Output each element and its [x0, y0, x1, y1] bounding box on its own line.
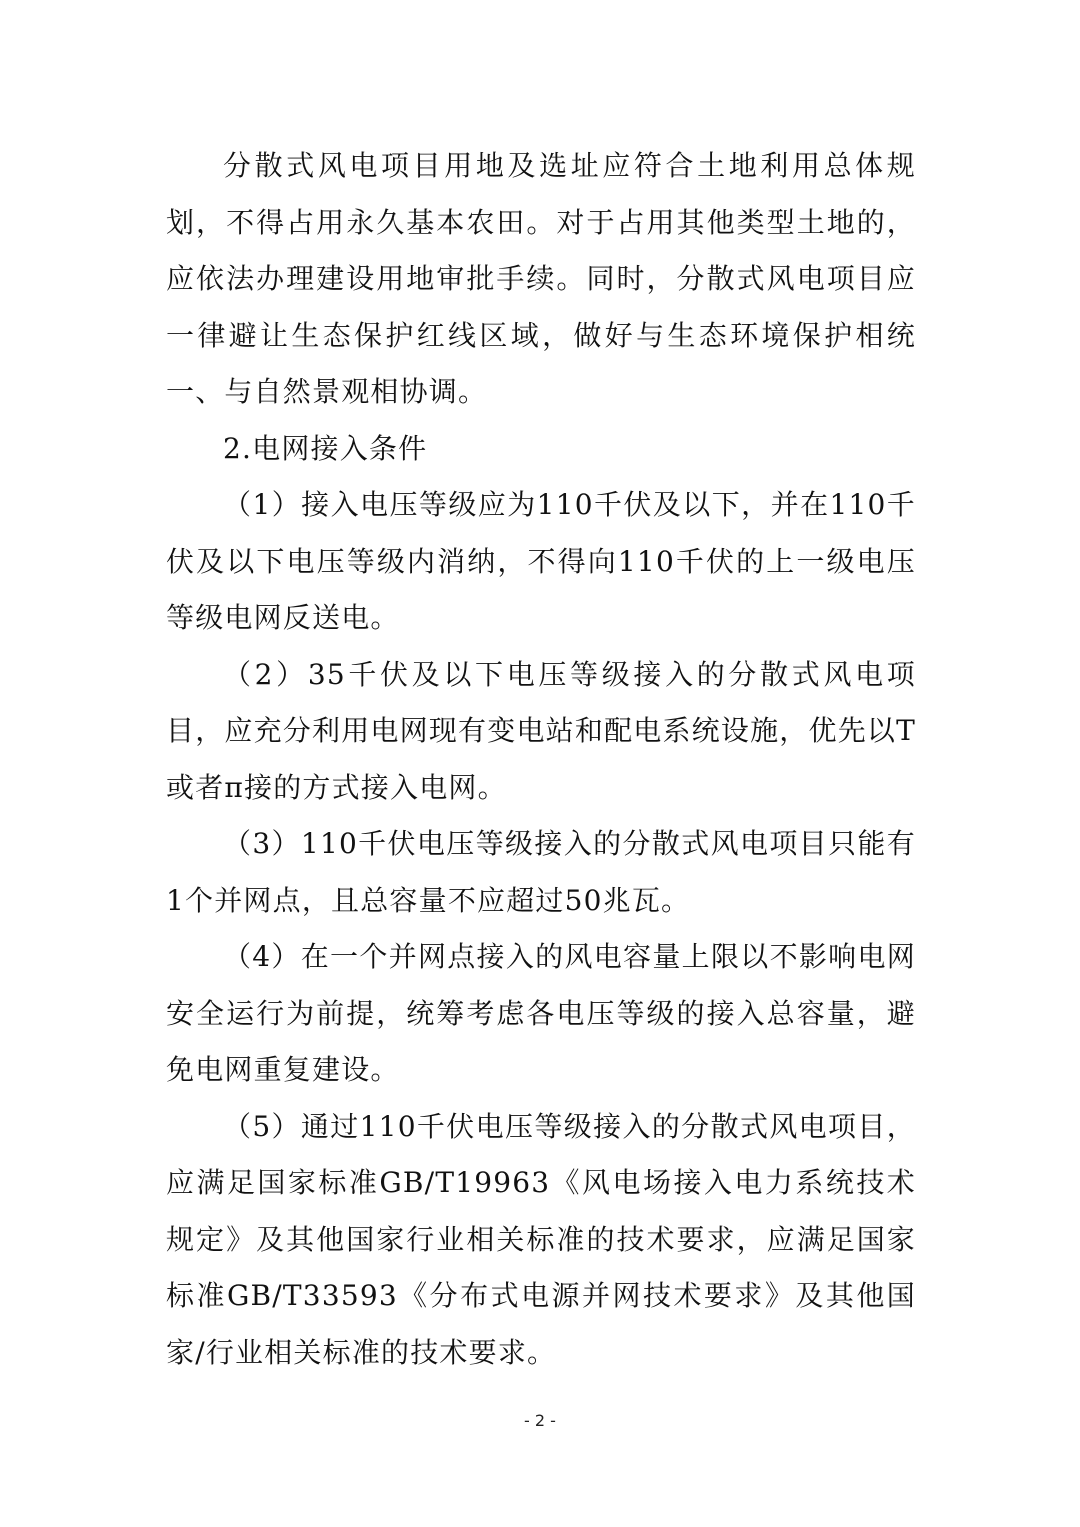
page-number: - 2 -	[524, 1411, 556, 1430]
section-heading-grid-access: 2.电网接入条件	[223, 431, 428, 465]
paragraph-item-1: （1）接入电压等级应为110千伏及以下，并在110千伏及以下电压等级内消纳，不得向110千伏的上一级电压等级电网反送电。	[166, 488, 916, 634]
paragraph-item-2: （2）35千伏及以下电压等级接入的分散式风电项目，应充分利用电网现有变电站和配电系统设施，优先以T或者π接的方式接入电网。	[166, 657, 916, 804]
paragraph-item-3: （3）110千伏电压等级接入的分散式风电项目只能有1个并网点，且总容量不应超过50兆瓦。	[166, 827, 916, 917]
paragraph-item-4: （4）在一个并网点接入的风电容量上限以不影响电网安全运行为前提，统筹考虑各电压等级的接入总容量，避免电网重复建设。	[166, 940, 916, 1086]
paragraph-land-use: 分散式风电项目用地及选址应符合土地利用总体规划，不得占用永久基本农田。对于占用其他类型土地的，应依法办理建设用地审批手续。同时，分散式风电项目应一律避让生态保护红线区域，做好与生态环境保护相统一、与自然景观相协调。	[166, 149, 916, 408]
paragraph-item-5: （5）通过110千伏电压等级接入的分散式风电项目，应满足国家标准GB/T19963《风电场接入电力系统技术规定》及其他国家行业相关标准的技术要求，应满足国家标准GB/T33593《分布式电源并网技术要求》及其他国家/行业相关标准的技术要求。	[166, 1109, 916, 1369]
document-body	[166, 138, 916, 1381]
